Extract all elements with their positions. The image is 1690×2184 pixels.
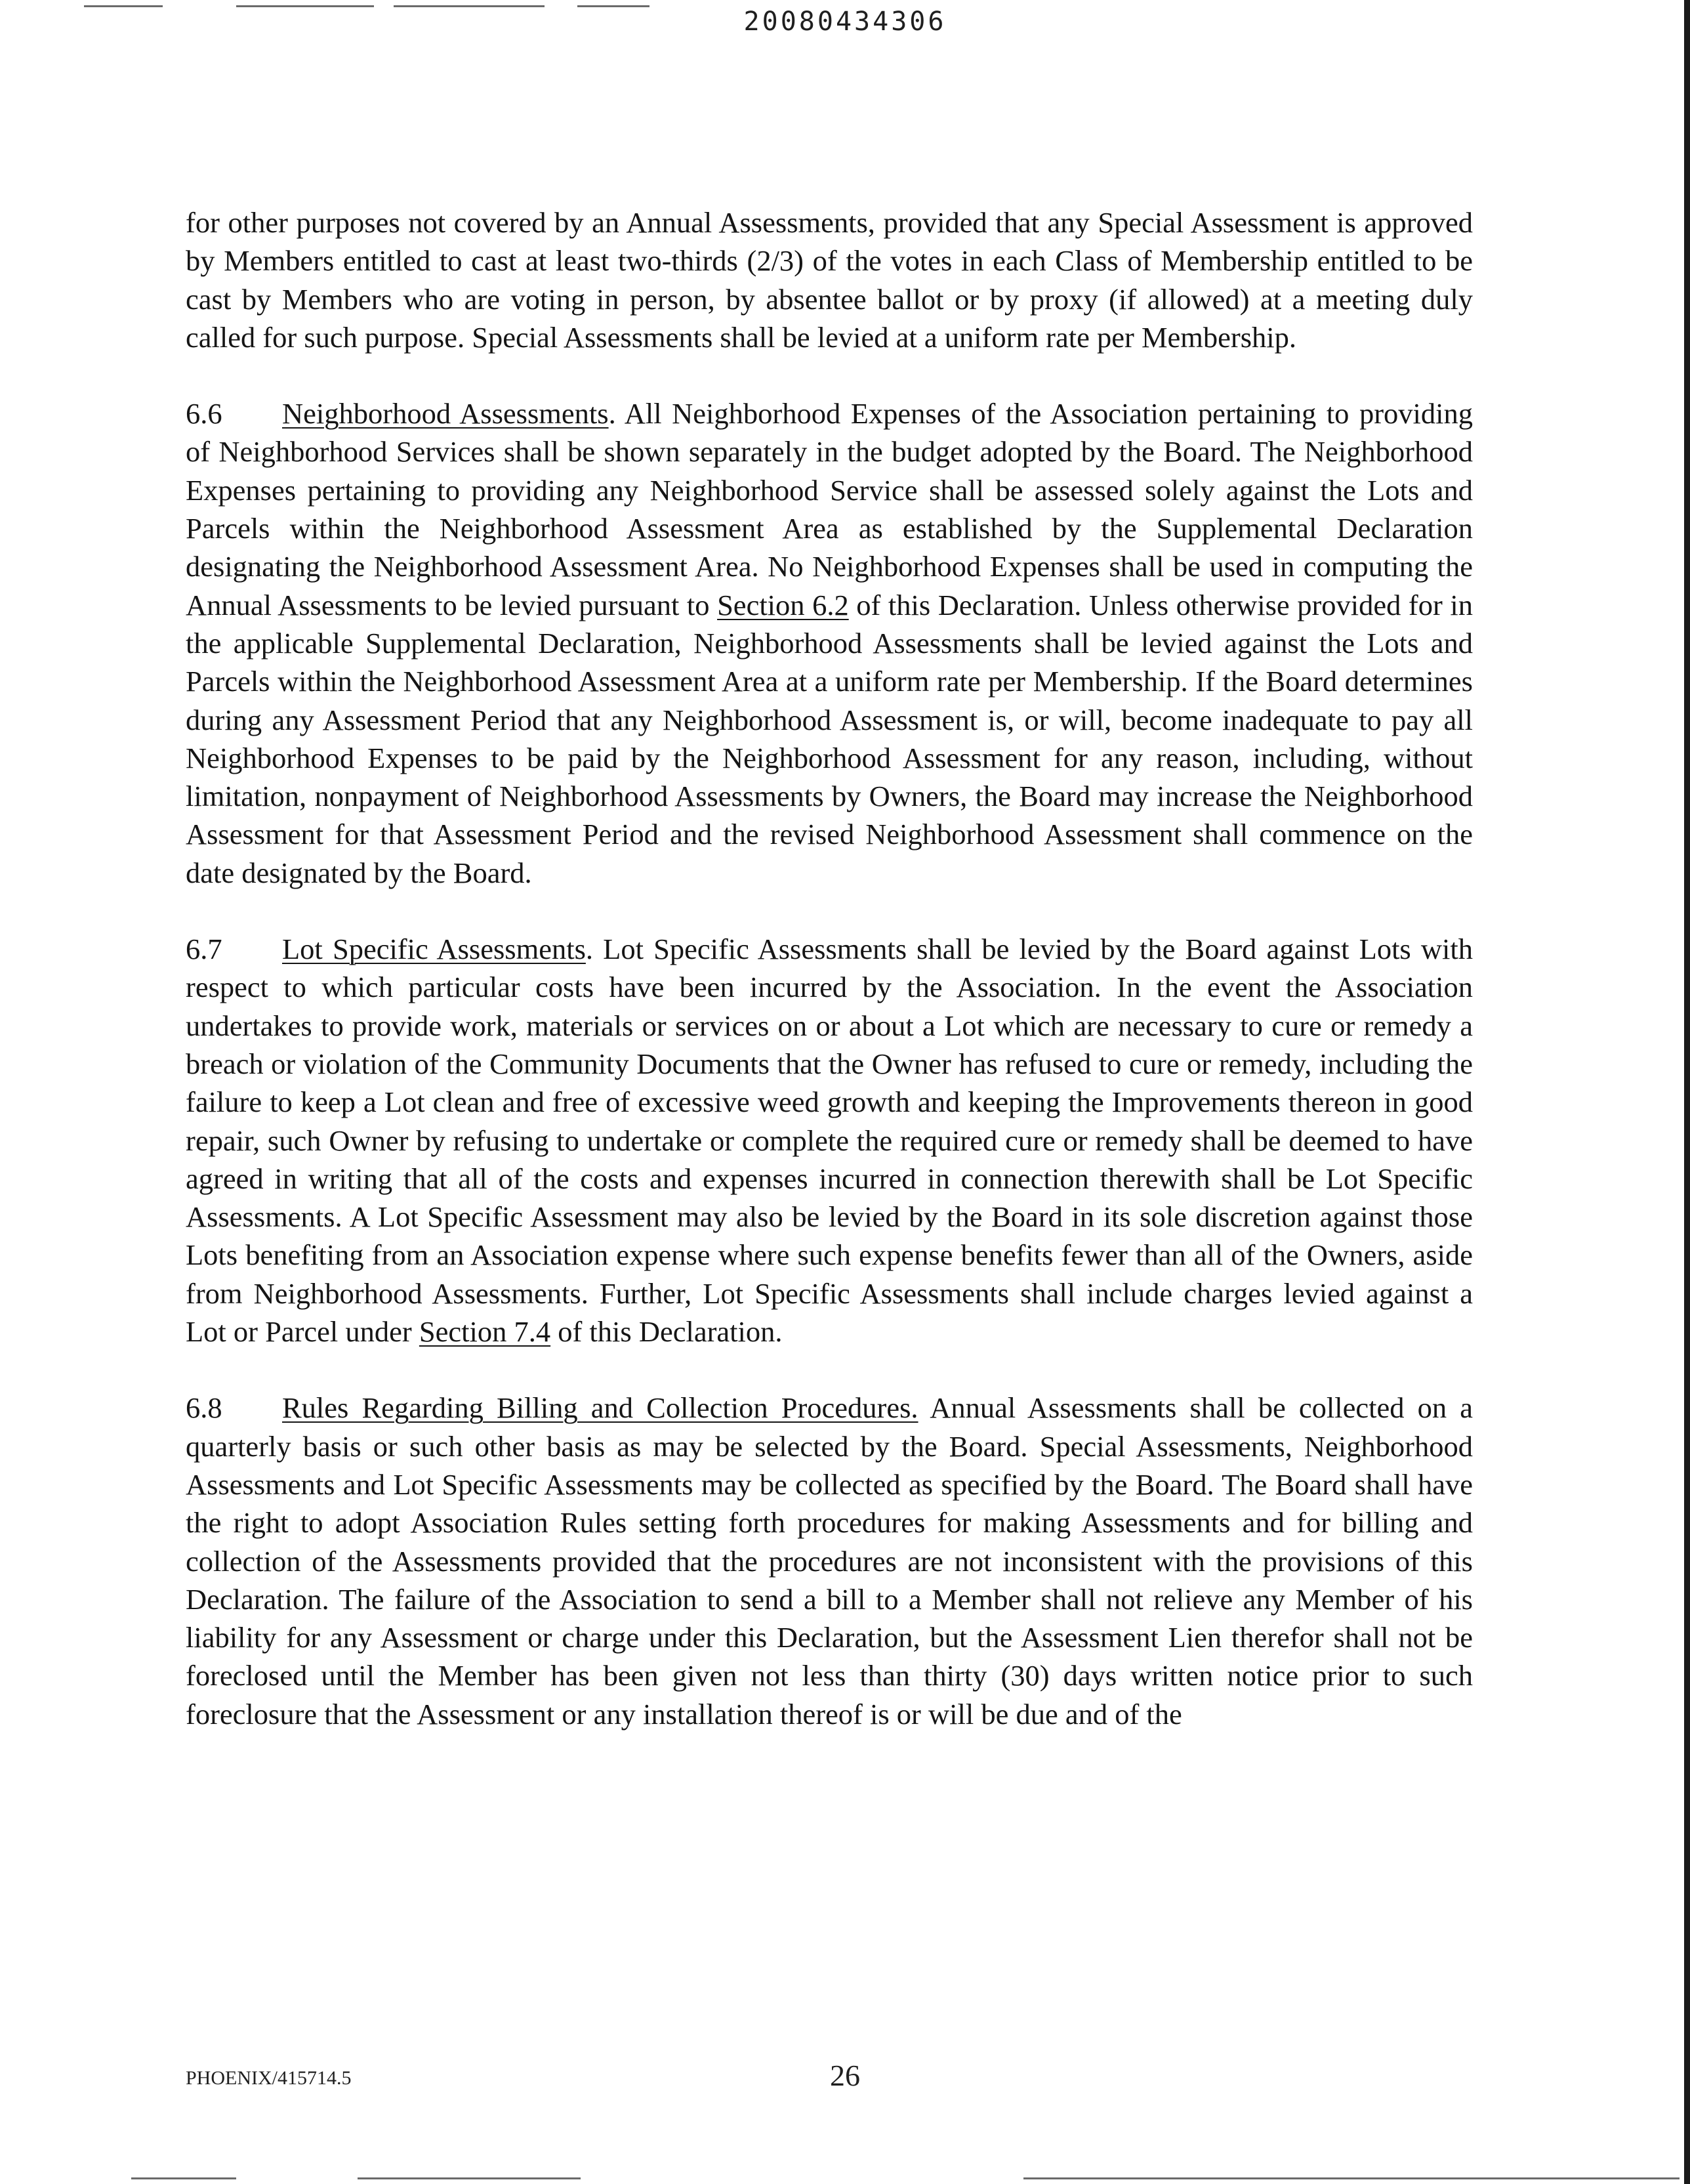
section-number: 6.8 (186, 1391, 222, 1425)
section-title: Neighborhood Assessments (282, 397, 609, 430)
section-number: 6.6 (186, 397, 222, 430)
scan-artifact-line (131, 2177, 236, 2179)
document-number: 20080434306 (743, 7, 947, 37)
scan-artifact-line (1023, 2177, 1680, 2179)
section-6-8 (186, 1389, 1473, 1733)
footer-document-code: PHOENIX/415714.5 (186, 2067, 352, 2089)
section-title: Lot Specific Assessments (282, 933, 586, 966)
section-6-6 (186, 394, 1473, 892)
document-body (186, 203, 1473, 1771)
scan-right-edge (1684, 0, 1690, 2184)
section-reference: Section 7.4 (419, 1315, 551, 1349)
section-title: Rules Regarding Billing and Collection Procedures. (282, 1391, 918, 1425)
section-body: of this Declaration. Unless otherwise provided for in the applicable Supplemental Declaration, Neighborhood Assessments shall be levied against the Lots and Parcels within the Neighborhood Assessment Area at a uniform rate per Membership. If the Board determines during any Assessment Period that any Neighborhood Assessment is, or will, become inadequate to pay all Neighborhood Expenses to be paid by the Neighborhood Assessment for any reason, including, without limitation, nonpayment of Neighborhood Assessments by Owners, the Board may increase the Neighborhood Assessment for that Assessment Period and the revised Neighborhood Assessment shall commence on the date designated by the Board. (186, 588, 1473, 889)
section-body: . All Neighborhood Expenses of the Association pertaining to providing of Neighborhood Services shall be shown separately in the budget adopted by the Board. The Neighborhood Expenses pertaining to providing any Neighborhood Service shall be assessed solely against the Lots and Parcels within the Neighborhood Assessment Area as established by the Supplemental Declaration designating the Neighborhood Assessment Area. No Neighborhood Expenses shall be used in computing the Annual Assessments to be levied pursuant to (186, 397, 1473, 621)
section-reference: Section 6.2 (717, 588, 849, 621)
continuation-paragraph: for other purposes not covered by an Annual Assessments, provided that any Special Assessment is approved by Members entitled to cast at least two-thirds (2/3) of the votes in each Class of Membership entitled to be cast by Members who are voting in person, by absentee ballot or by proxy (if allowed) at a meeting duly called for such purpose. Special Assessments shall be levied at a uniform rate per Membership. (186, 206, 1473, 354)
section-body: . Lot Specific Assessments shall be levied by the Board against Lots with respect to which particular costs have been incurred by the Association. In the event the Association undertakes to provide work, materials or services on or about a Lot which are necessary to cure or remedy a breach or violation of the Community Documents that the Owner has refused to cure or remedy, including the failure to keep a Lot clean and free of excessive weed growth and keeping the Improvements thereon in good repair, such Owner by refusing to undertake or complete the required cure or remedy shall be deemed to have agreed in writing that all of the costs and expenses incurred in connection therewith shall be Lot Specific Assessments. A Lot Specific Assessment may also be levied by the Board in its sole discretion against those Lots benefiting from an Association expense where such expense benefits fewer than all of the Owners, aside from Neighborhood Assessments. Further, Lot Specific Assessments shall include charges levied against a Lot or Parcel under (186, 933, 1474, 1349)
section-body: Annual Assessments shall be collected on a quarterly basis or such other basis as may be selected by the Board. Special Assessments, Neighborhood Assessments and Lot Specific Assessments may be collected as specified by the Board. The Board shall have the right to adopt Association Rules setting forth procedures for making Assessments and for billing and collection of the Assessments provided that the procedures are not inconsistent with the provisions of this Declaration. The failure of the Association to send a bill to a Member shall not relieve any Member of his liability for any Assessment or charge under this Declaration, but the Assessment Lien therefor shall not be foreclosed until the Member has been given not less than thirty (30) days written notice prior to such foreclosure that the Assessment or any installation thereof is or will be due and of the (186, 1391, 1473, 1731)
section-number: 6.7 (186, 933, 222, 966)
page-number: 26 (830, 2059, 860, 2092)
section-6-7 (186, 930, 1473, 1351)
scan-artifact-line (358, 2177, 581, 2179)
section-body: of this Declaration. (550, 1315, 783, 1349)
